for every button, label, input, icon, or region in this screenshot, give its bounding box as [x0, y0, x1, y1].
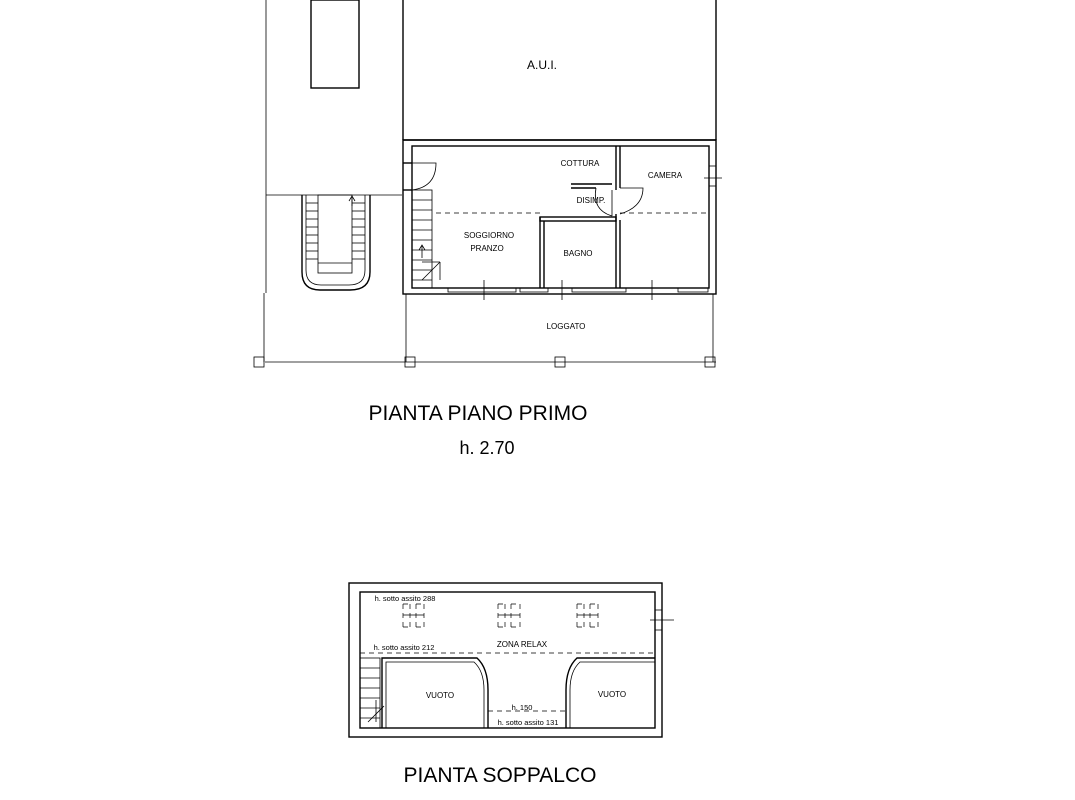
room-label-pranzo: PRANZO: [470, 244, 504, 253]
note-h288: h. sotto assito 288: [374, 594, 436, 603]
note-h150: h. 150: [511, 703, 533, 712]
room-label-loggato: LOGGATO: [546, 322, 586, 331]
aui-block: [403, 0, 716, 140]
plan-subtitle-primo: h. 2.70: [459, 438, 515, 458]
shaft: [311, 0, 359, 88]
room-label-soggiorno: SOGGIORNO: [463, 231, 515, 240]
room-label-vuoto-right: VUOTO: [597, 690, 627, 699]
plan-soppalco: [349, 583, 674, 787]
plan-primo: [254, 0, 722, 458]
skylights: [403, 604, 598, 627]
note-h212: h. sotto assito 212: [373, 643, 435, 652]
room-label-vuoto-left: VUOTO: [425, 691, 455, 700]
room-label-cottura: COTTURA: [560, 159, 600, 168]
room-label-camera: CAMERA: [647, 171, 683, 180]
room-label-disimp: DISIMP.: [576, 196, 606, 205]
plan-title-soppalco: PIANTA SOPPALCO: [403, 764, 597, 787]
plan-title-primo: PIANTA PIANO PRIMO: [368, 402, 588, 425]
note-h131: h. sotto assito 131: [497, 718, 559, 727]
staircase: [302, 195, 370, 290]
room-label-bagno: BAGNO: [563, 249, 593, 258]
room-label-zona-relax: ZONA RELAX: [496, 640, 548, 649]
room-label-aui: A.U.I.: [526, 58, 558, 72]
loggia: [254, 294, 716, 367]
